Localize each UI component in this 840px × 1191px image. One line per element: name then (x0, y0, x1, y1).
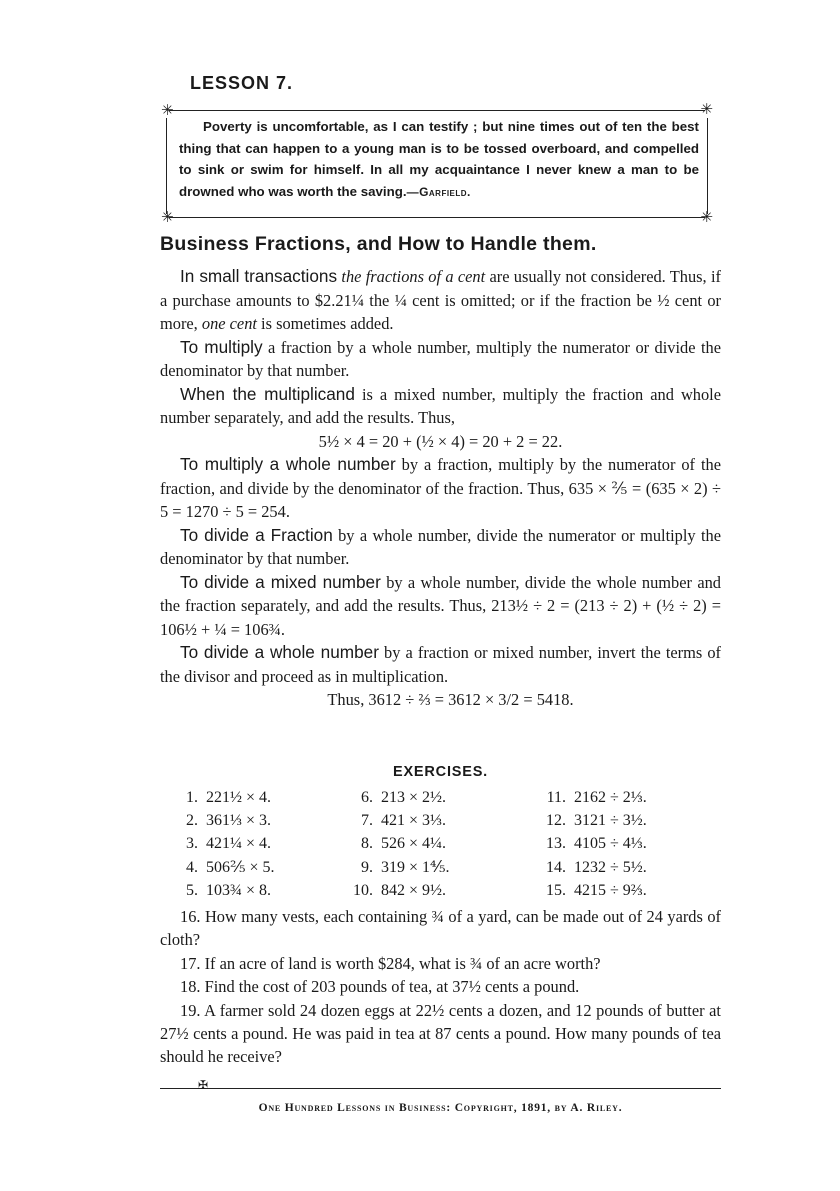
exercise-expression: 4215 ÷ 9⅔. (574, 881, 647, 899)
quote-rule-top (169, 110, 705, 111)
rule-lead: To divide a mixed number (180, 571, 381, 592)
equation: 5½ × 4 = 20 + (½ × 4) = 20 + 2 = 22. (318, 431, 563, 451)
exercise-expression: 506⅖ × 5. (206, 858, 275, 876)
rule-lead: When the multiplicand (180, 383, 355, 404)
word-problem: 17. If an acre of land is worth $284, what is ¾ of an acre worth? (180, 953, 601, 973)
exercise-item (526, 786, 647, 809)
exercise-number: 7. (361, 812, 373, 830)
exercise-expression: 1232 ÷ 5½. (574, 858, 647, 876)
word-problem: 19. A farmer sold 24 dozen eggs at 22½ cents a dozen, and 12 pounds of butter at 27½ cents a pound. He was paid in tea at 87 cents a pound. How many pounds of tea should he receive? (160, 1000, 721, 1067)
exercise-number: 14. (546, 858, 566, 876)
lesson-heading: LESSON 7. (190, 73, 294, 93)
exercise-item (526, 879, 647, 902)
exercise-number: 4. (186, 858, 198, 876)
rule-paragraph: To divide a Fraction by a whole number, divide the numerator or multiply the denominator by that number. (160, 524, 721, 568)
exercise-expression: 319 × 1⅘. (381, 858, 450, 876)
lesson-body (160, 265, 721, 712)
exercise-expression: 3121 ÷ 3½. (574, 812, 647, 830)
exercise-item (168, 786, 275, 809)
exercise-item (526, 832, 647, 855)
asterisk-ornament-icon: ✳ (161, 101, 174, 119)
exercise-expression: 361⅓ × 3. (206, 812, 272, 830)
section-title: Business Fractions, and How to Handle them. (160, 233, 597, 255)
asterisk-ornament-icon: ✳ (161, 208, 174, 226)
exercise-number: 12. (546, 812, 566, 830)
rule-paragraph: When the multiplicand is a mixed number, multiply the fraction and whole number separately, and add the results. Thus, (160, 383, 721, 427)
exercise-expression: 221½ × 4. (206, 789, 272, 806)
quote-rule-left (166, 118, 167, 214)
exercise-number: 6. (361, 789, 373, 806)
exercise-expression: 421 × 3⅓. (381, 812, 447, 830)
exercise-expression: 213 × 2½. (381, 789, 447, 806)
exercise-number: 2. (186, 812, 198, 830)
exercise-item (168, 856, 275, 879)
exercises-column-3 (526, 786, 647, 902)
quote-rule-bottom (169, 217, 705, 218)
quote-attribution: —Garfield. (406, 184, 471, 199)
word-problem: 16. How many vests, each containing ¾ of a yard, can be made out of 24 yards of cloth? (160, 907, 721, 950)
emphasis: one cent (201, 314, 257, 333)
exercise-item (168, 832, 275, 855)
footer-copyright: One Hundred Lessons in Business: Copyright, 1891, by A. Riley. (258, 1102, 623, 1114)
exercise-item (343, 786, 450, 809)
exercises-column-2 (343, 786, 450, 902)
word-problems (160, 905, 721, 1069)
exercise-number: 3. (186, 835, 198, 853)
exercises-column-1 (168, 786, 275, 902)
exercise-expression: 842 × 9½. (381, 881, 447, 899)
exercise-item (168, 809, 275, 832)
rule-lead: To divide a Fraction (180, 524, 333, 545)
exercise-expression: 4105 ÷ 4⅓. (574, 835, 647, 853)
exercise-number: 9. (361, 858, 373, 876)
exercise-number: 11. (546, 789, 566, 806)
quote-text (179, 116, 699, 203)
exercise-expression: 421¼ × 4. (206, 835, 272, 853)
exercise-number: 8. (361, 835, 373, 853)
exercise-number: 5. (186, 881, 198, 899)
rule-paragraph: To multiply a whole number by a fraction, multiply by the numerator of the fraction, and divide by the denominator of the fraction. Thus, 635 × ⅖ = (635 × 2) ÷ 5 = 1270 ÷ 5 = 254. (160, 454, 721, 521)
footer-ornament-icon: ✠ (198, 1078, 209, 1092)
word-problem: 18. Find the cost of 203 pounds of tea, at 37½ cents a pound. (180, 977, 580, 997)
rule-paragraph: In small transactions the fractions of a cent are usually not considered. Thus, if a purchase amounts to $2.21¼ the ¼ cent is omitted; or if the fraction be ½ cent or more, one cent is sometimes added. (160, 266, 721, 333)
asterisk-ornament-icon: ✳ (700, 100, 713, 118)
exercise-item (526, 809, 647, 832)
exercise-item (343, 879, 450, 902)
rule-paragraph: To divide a whole number by a fraction or mixed number, invert the terms of the divisor and proceed as in multiplication. (160, 642, 722, 686)
exercise-item (343, 832, 450, 855)
rule-lead: To multiply a whole number (180, 454, 396, 474)
rule-lead: In small transactions (180, 266, 338, 286)
exercise-number: 13. (546, 835, 566, 853)
exercise-item (343, 856, 450, 879)
exercise-expression: 103¾ × 8. (206, 881, 272, 899)
footer-rule (160, 1088, 721, 1089)
exercise-item (168, 879, 275, 902)
quote-box (161, 100, 713, 226)
exercises-title: EXERCISES. (392, 764, 489, 780)
rule-paragraph: To multiply a fraction by a whole number, multiply the numerator or divide the denominator by that number. (160, 336, 722, 380)
exercise-item (343, 809, 450, 832)
quote-rule-right (707, 118, 708, 214)
exercise-number: 10. (353, 881, 373, 899)
exercise-number: 15. (546, 881, 566, 899)
quote-body: Poverty is uncomfortable, as I can testify ; but nine times out of ten the best thing that can happen to a young man is to be tossed overboard, and compelled to sink or swim for himself. In all my acquaintance I never knew a man to be drowned who was worth the saving. (179, 119, 699, 199)
equation: Thus, 3612 ÷ ⅔ = 3612 × 3/2 = 5418. (327, 690, 574, 709)
exercise-expression: 526 × 4¼. (381, 835, 447, 853)
asterisk-ornament-icon: ✳ (700, 208, 713, 226)
rule-lead: To multiply (180, 336, 263, 357)
rule-paragraph: To divide a mixed number by a whole number, divide the whole number and the fraction separately, and add the results. Thus, 213½ ÷ 2 = (213 ÷ 2) + (½ ÷ 2) = 106½ + ¼ = 106¾. (160, 571, 721, 639)
exercise-expression: 2162 ÷ 2⅓. (574, 789, 647, 806)
exercise-number: 1. (186, 789, 198, 806)
exercise-item (526, 856, 647, 879)
emphasis: the fractions of a cent (341, 267, 486, 286)
rule-lead: To divide a whole number (180, 642, 379, 662)
